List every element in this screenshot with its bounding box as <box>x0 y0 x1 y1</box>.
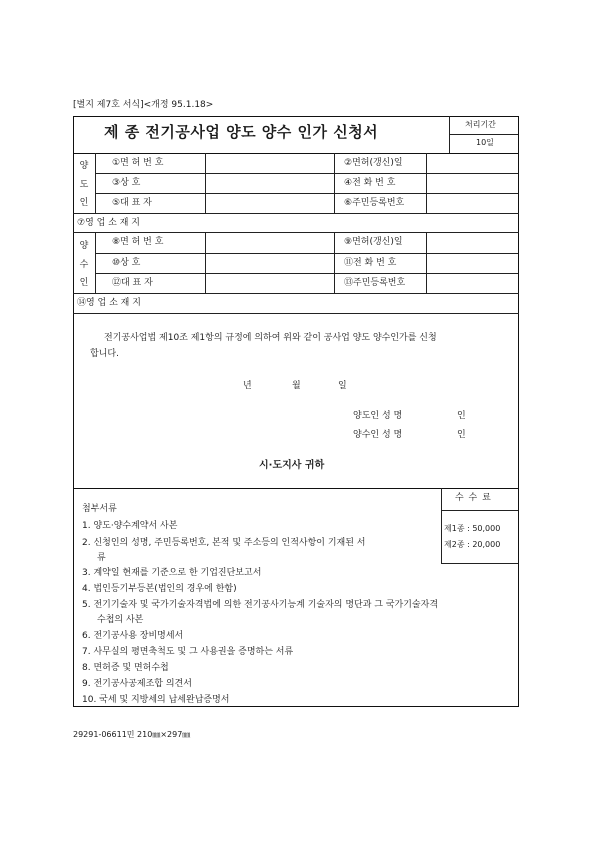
attachment-item-continued: 류 <box>97 553 106 563</box>
transferee-office-bottom <box>73 313 519 314</box>
form-number-note: [별지 제7호 서식]<개정 95.1.18> <box>73 100 214 110</box>
transferor-license-date-label: ②면허(갱신)일 <box>344 158 403 168</box>
attachment-item-continued: 수첩의 사본 <box>97 615 144 625</box>
transferor-side-label: 양 도 인 <box>79 161 89 208</box>
date-year-label: 년 <box>243 381 252 391</box>
transferee-col2 <box>334 232 335 293</box>
recipient-line: 시·도지사 귀하 <box>259 460 325 471</box>
fee-label: 수 수 료 <box>455 493 492 503</box>
transferee-phone-label: ⑪전 화 번 호 <box>344 258 397 268</box>
transferor-signature-label: 양도인 성 명 <box>353 411 403 421</box>
transferee-license-no-label: ⑧면 허 번 호 <box>112 237 164 247</box>
fee-left-border <box>441 488 442 563</box>
transferee-side-divider <box>95 232 96 293</box>
transferee-col1 <box>205 232 206 293</box>
transferee-office-label: ⑭영 업 소 재 지 <box>77 298 141 308</box>
attachments-top-line <box>73 488 519 489</box>
date-day-label: 일 <box>338 381 347 391</box>
transferor-row2-line <box>95 193 518 194</box>
transferor-office-label: ⑦영 업 소 재 지 <box>77 218 140 228</box>
frame-left <box>73 116 74 707</box>
attachment-item: 2. 신청인의 성명, 주민등록번호, 본적 및 주소등의 인적사항이 기재된 서 <box>82 538 366 548</box>
transferor-office-bottom <box>73 232 519 233</box>
transferee-row2-line <box>95 273 518 274</box>
fee-bottom-line <box>441 563 518 564</box>
transferee-trade-name-label: ⑩상 호 <box>112 258 141 268</box>
attachment-item: 1. 양도·양수계약서 사본 <box>82 521 178 531</box>
attachment-item: 9. 전기공사공제조합 의견서 <box>82 679 192 689</box>
transferor-side-divider <box>95 153 96 213</box>
transferee-side-label: 양 수 인 <box>79 241 89 288</box>
transferee-representative-label: ⑫대 표 자 <box>112 278 153 288</box>
transferor-col1 <box>205 153 206 213</box>
footer-form-code: 29291-06611민 210㎜×297㎜ <box>73 730 191 739</box>
frame-top <box>73 116 519 117</box>
transferor-resident-no-label: ⑥주민등록번호 <box>344 198 405 208</box>
transferor-col3 <box>426 153 427 213</box>
date-month-label: 월 <box>292 381 301 391</box>
application-statement-line1: 전기공사업법 제10조 제1항의 규정에 의하여 위와 같이 공사업 양도 양수인가를 신청 <box>104 333 437 343</box>
transferor-row1-line <box>95 173 518 174</box>
processing-label: 처리기간 <box>465 120 496 129</box>
transferee-row1-line <box>95 253 518 254</box>
attachment-item: 5. 전기기술자 및 국가기술자격법에 의한 전기공사기능계 기술자의 명단과 그 국가기술자격 <box>82 600 439 610</box>
transferor-phone-label: ④전 화 번 호 <box>344 178 396 188</box>
attachment-item: 10. 국세 및 지방세의 납세완납증명서 <box>82 695 230 705</box>
transferee-resident-no-label: ⑬주민등록번호 <box>344 278 406 288</box>
attachment-item: 3. 계약일 현재를 기준으로 한 기업진단보고서 <box>82 568 262 578</box>
attachments-title: 첨부서류 <box>82 504 117 514</box>
transferor-license-no-label: ①면 허 번 호 <box>112 158 164 168</box>
transferor-representative-label: ⑤대 표 자 <box>112 198 152 208</box>
application-statement-line2: 합니다. <box>90 349 119 359</box>
transferee-seal-mark: 인 <box>457 430 466 440</box>
transferee-col3 <box>426 232 427 293</box>
attachment-item: 7. 사무실의 평면축척도 및 그 사용권을 증명하는 서류 <box>82 647 294 657</box>
transferor-seal-mark: 인 <box>457 411 466 421</box>
transferor-col2 <box>334 153 335 213</box>
fee-header-line <box>441 510 518 511</box>
attachment-item: 4. 법인등기부등본(법인의 경우에 한함) <box>82 584 237 594</box>
title-bottom-line <box>73 153 519 154</box>
attachment-item: 8. 면허증 및 면허수첩 <box>82 663 169 673</box>
transferor-trade-name-label: ③상 호 <box>112 178 141 188</box>
frame-bottom <box>73 706 519 707</box>
fee-class2: 제2종 : 20,000 <box>444 540 501 549</box>
attachment-item: 6. 전기공사용 장비명세서 <box>82 631 184 641</box>
fee-class1: 제1종 : 50,000 <box>444 524 501 533</box>
processing-split <box>449 134 518 135</box>
transferee-license-date-label: ⑨면허(갱신)일 <box>344 237 403 247</box>
transferor-office-top <box>73 213 519 214</box>
transferee-signature-label: 양수인 성 명 <box>353 430 403 440</box>
form-title: 제 종 전기공사업 양도 양수 인가 신청서 <box>104 123 379 141</box>
processing-value: 10일 <box>476 138 494 147</box>
frame-right <box>518 116 519 707</box>
transferee-office-top <box>73 293 519 294</box>
